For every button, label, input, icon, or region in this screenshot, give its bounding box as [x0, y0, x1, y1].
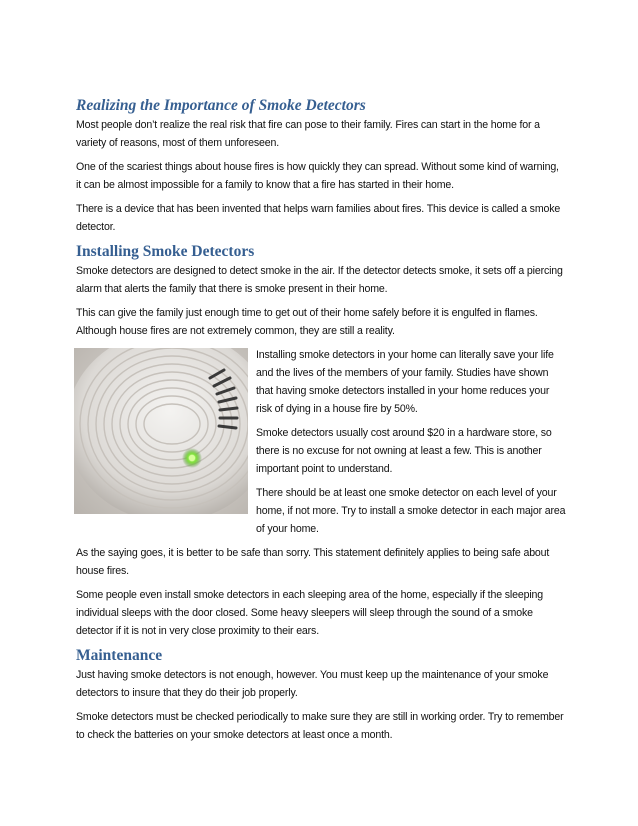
intro-paragraph-1: Most people don’t realize the real risk that fire can pose to their family. Fires can start in the home for a variety of reasons, most of them unforeseen. [76, 119, 540, 149]
maintenance-paragraph-2: Smoke detectors must be checked periodically to make sure they are still in working order. Try to remember to check the batteries on your smoke detectors at least once a month. [76, 711, 564, 741]
heading-maintenance: Maintenance [76, 647, 163, 664]
heading-realizing-importance: Realizing the Importance of Smoke Detectors [76, 97, 366, 114]
installing-paragraph-1: Smoke detectors are designed to detect smoke in the air. If the detector detects smoke, it sets off a piercing alarm that alerts the family that there is smoke present in their home. [76, 265, 563, 295]
maintenance-paragraph-1: Just having smoke detectors is not enough, however. You must keep up the maintenance of your smoke detectors to insure that they do their job properly. [76, 669, 549, 699]
figure-side-text [256, 346, 566, 544]
installing-paragraph-2: This can give the family just enough time to get out of their home safely before it is engulfed in flames. Although house fires are not extremely common, they are still a reality. [76, 307, 538, 337]
side-paragraph-1: Installing smoke detectors in your home can literally save your life and the lives of the members of your family. Studies have shown that having smoke detectors installed in your home reduces your risk of dying in a house fire by 50%. [256, 349, 554, 415]
heading-installing: Installing Smoke Detectors [76, 243, 255, 260]
installing-paragraph-4: Some people even install smoke detectors in each sleeping area of the home, especially if the sleeping individual sleeps with the door closed. Some heavy sleepers will sleep through the sound of a smoke detector if it is not in very close proximity to their ears. [76, 589, 544, 637]
intro-paragraph-2: One of the scariest things about house fires is how quickly they can spread. Without some kind of warning, it can be almost impossible for a family to know that a fire has started in their home. [76, 161, 559, 191]
document-body [76, 96, 566, 750]
side-paragraph-3: There should be at least one smoke detector on each level of your home, if not more. Try to install a smoke detector in each major area of your home. [256, 487, 566, 535]
figure-with-text [74, 346, 566, 544]
side-paragraph-2: Smoke detectors usually cost around $20 in a hardware store, so there is no excuse for not owning at least a few. This is another important point to understand. [256, 427, 552, 475]
smoke-detector-photo [74, 348, 248, 514]
intro-paragraph-3: There is a device that has been invented that helps warn families about fires. This device is called a smoke detector. [76, 203, 561, 233]
installing-paragraph-3: As the saying goes, it is better to be safe than sorry. This statement definitely applies to being safe about house fires. [76, 547, 550, 577]
smoke-detector-illustration [74, 348, 248, 514]
